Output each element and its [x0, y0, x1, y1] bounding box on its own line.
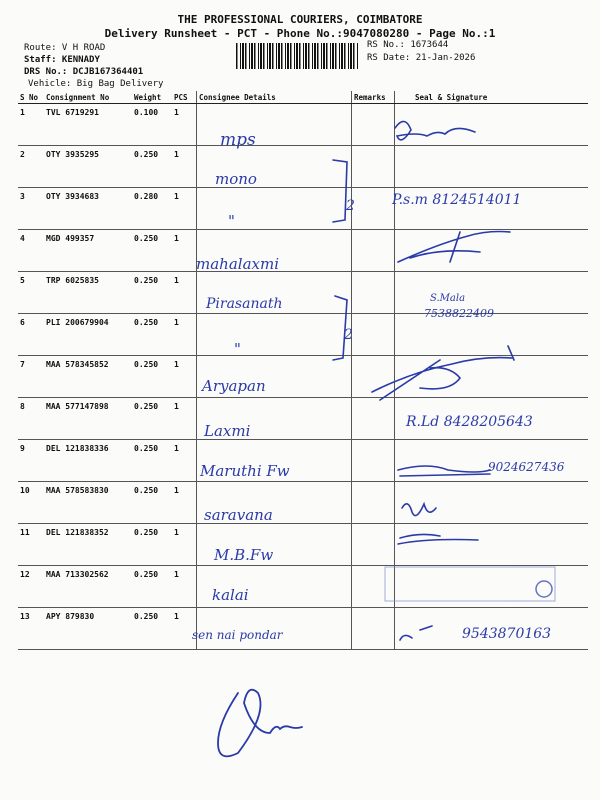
row-sno: 8 [18, 398, 44, 440]
row-pcs: 1 [172, 608, 197, 650]
hw-row11-name: M.B.Fw [214, 546, 274, 564]
signature-row7 [372, 346, 514, 400]
col-remarks: Remarks [352, 91, 395, 104]
route-label: Route: V H ROAD [24, 43, 106, 53]
company-stamp [385, 567, 555, 601]
row-weight: 0.250 [132, 146, 172, 188]
bracket-rows2-3 [333, 160, 347, 222]
row-sno: 12 [18, 566, 44, 608]
row-sno: 4 [18, 230, 44, 272]
row-pcs: 1 [172, 146, 197, 188]
row-weight: 0.250 [132, 440, 172, 482]
row-pcs: 1 [172, 230, 197, 272]
row-consignment-no: TVL 6719291 [44, 104, 132, 146]
row-pcs: 1 [172, 188, 197, 230]
drs-label: DRS No.: DCJB167364401 [24, 67, 144, 77]
row-consignment-no: MAA 577147898 [44, 398, 132, 440]
hw-row7-name: Aryapan [202, 377, 266, 395]
rs-date: RS Date: 21-Jan-2026 [367, 53, 476, 63]
row-sno: 7 [18, 356, 44, 398]
sig-row8: R.Ld 8428205643 [406, 414, 533, 430]
row-pcs: 1 [172, 524, 197, 566]
hw-bracket1-count: 2 [346, 198, 355, 214]
row-weight: 0.250 [132, 272, 172, 314]
hw-row4-name: mahalaxmi [196, 255, 279, 273]
row-weight: 0.250 [132, 230, 172, 272]
col-weight: Weight [132, 91, 172, 104]
row-consignment-no: OTY 3934683 [44, 188, 132, 230]
row-consignment-no: PLI 200679904 [44, 314, 132, 356]
row-sno: 2 [18, 146, 44, 188]
row-pcs: 1 [172, 272, 197, 314]
row-sno: 5 [18, 272, 44, 314]
signature-row10 [402, 504, 436, 516]
row-pcs: 1 [172, 314, 197, 356]
col-seal: Seal & Signature [395, 91, 589, 104]
row-pcs: 1 [172, 398, 197, 440]
row-weight: 0.280 [132, 188, 172, 230]
row-consignment-no: TRP 6025835 [44, 272, 132, 314]
signature-row1 [395, 121, 475, 139]
hw-row2-name: mps [220, 130, 256, 150]
row-weight: 0.250 [132, 608, 172, 650]
footer-signature [218, 690, 302, 757]
row-pcs: 1 [172, 566, 197, 608]
runsheet-subtitle: Delivery Runsheet - PCT - Phone No.:9047080280 - Page No.:1 [104, 27, 496, 40]
row-weight: 0.250 [132, 356, 172, 398]
row-consignment-no: MAA 578583830 [44, 482, 132, 524]
col-consignee: Consignee Details [197, 91, 352, 104]
hw-row6-ditto: " [234, 340, 241, 358]
row-consignment-no: OTY 3935295 [44, 146, 132, 188]
row-consignment-no: APY 879830 [44, 608, 132, 650]
col-pcs: PCS [172, 91, 197, 104]
sig-row9: 9024627436 [488, 460, 565, 474]
signature-row13 [400, 626, 432, 640]
row-sno: 1 [18, 104, 44, 146]
rs-number: RS No.: 1673644 [367, 40, 449, 50]
row-weight: 0.250 [132, 524, 172, 566]
row-consignment-no: DEL 121838336 [44, 440, 132, 482]
row-sno: 6 [18, 314, 44, 356]
hw-row8-name: Laxmi [204, 422, 251, 440]
row-sno: 9 [18, 440, 44, 482]
sig-row3: P.s.m 8124514011 [392, 192, 522, 208]
bracket-rows5-6 [333, 296, 347, 360]
row-pcs: 1 [172, 440, 197, 482]
col-consignment: Consignment No [44, 91, 132, 104]
row-consignment-no: DEL 121838352 [44, 524, 132, 566]
signature-row4 [398, 232, 510, 263]
row-pcs: 1 [172, 482, 197, 524]
stamp-check [536, 581, 552, 597]
company-title: THE PROFESSIONAL COURIERS, COIMBATORE [177, 13, 423, 26]
row-pcs: 1 [172, 104, 197, 146]
hw-bracket2-count: 2 [344, 327, 353, 343]
row-sno: 10 [18, 482, 44, 524]
hw-row12-name: kalai [212, 586, 249, 604]
hw-row9-name: Maruthi Fw [200, 462, 290, 480]
row-sno: 3 [18, 188, 44, 230]
row-weight: 0.250 [132, 398, 172, 440]
row-consignment-no: MGD 499357 [44, 230, 132, 272]
hw-row2b-name: mono [215, 170, 257, 188]
row-pcs: 1 [172, 356, 197, 398]
hw-row13-name: sen nai pondar [192, 628, 283, 642]
signature-row9 [398, 466, 490, 476]
col-sno: S No [18, 91, 44, 104]
staff-label: Staff: KENNADY [24, 55, 100, 65]
vehicle-label: Vehicle: Big Bag Delivery [28, 79, 164, 89]
row-sno: 11 [18, 524, 44, 566]
row-consignment-no: MAA 713302562 [44, 566, 132, 608]
row-weight: 0.250 [132, 314, 172, 356]
sig-row13: 9543870163 [462, 626, 552, 642]
row-weight: 0.250 [132, 482, 172, 524]
sig-row5b: 7538822409 [424, 307, 494, 320]
row-sno: 13 [18, 608, 44, 650]
signature-row11 [398, 534, 478, 544]
hw-row10-name: saravana [204, 506, 273, 524]
row-weight: 0.100 [132, 104, 172, 146]
row-weight: 0.250 [132, 566, 172, 608]
hw-row5-name: Pirasanath [206, 296, 283, 312]
sig-row5: S.Mala [430, 293, 466, 304]
hw-row3-ditto: " [228, 212, 235, 230]
row-consignment-no: MAA 578345852 [44, 356, 132, 398]
